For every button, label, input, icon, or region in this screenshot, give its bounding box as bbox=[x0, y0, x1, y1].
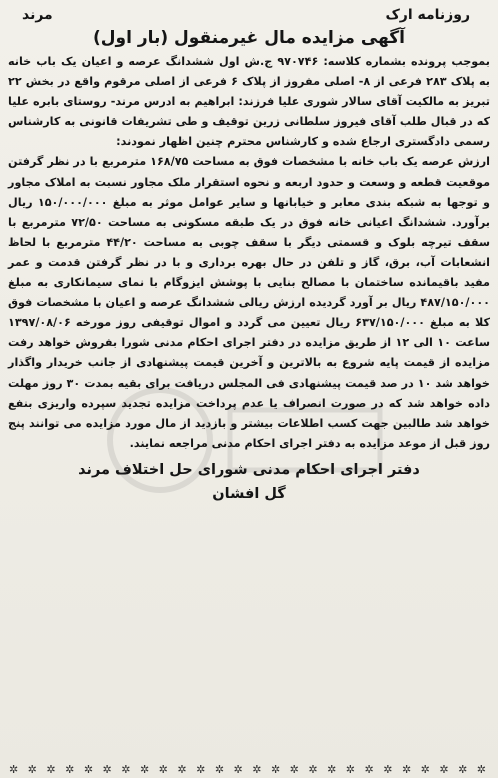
paragraph-valuation: ارزش عرصه یک باب خانه با مشخصات فوق به مساحت ۱۶۸/۷۵ مترمربع با در نظر گرفتن موقعیت قطعه و وسعت و حدود اربعه و نحوه استقرار ملک مجاور نسبت به املاک مجاور و توجها به شبکه بندی معابر و خیابانها و سایر عوامل موثر به مبلغ ۱۵۰/۰۰۰/۰۰۰ ریال برآورد. ششدانگ اعیانی خانه فوق در یک طبقه مسکونی به مساحت ۷۲/۵۰ مترمربع با سقف تیرچه بلوک و قسمتی دیگر با سقف چوبی به مساحت ۴۴/۲۰ مترمربع با لحاظ انشعابات آب، برق، گاز و تلفن در حال بهره برداری و با در نظر گرفتن قدمت و عمر مفید باقیمانده ساختمان با مصالح بنایی با پوشش ایزوگام با نمای سیمانکاری به مبلغ ۴۸۷/۱۵۰/۰۰۰ ریال بر آورد گردیده ارزش ریالی ششدانگ عرصه و اعیان با مشخصات فوق کلا به مبلغ ۶۳۷/۱۵۰/۰۰۰ ریال تعیین می گردد و اموال توقیفی روز مورخه ۱۳۹۷/۰۸/۰۶ ساعت ۱۰ الی ۱۲ از طریق مزایده در دفتر اجرای احکام مدنی شورا بفروش خواهد رفت مزایده از قیمت پایه شروع به بالاترین و آخرین قیمت پیشنهادی از جانب خریدار واگذار خواهد شد ۱۰ در صد قیمت پیشنهادی فی المجلس دریافت برای بقیه بمدت ۳۰ روز مهلت داده خواهد شد که در صورت انصراف یا عدم پرداخت مزایده تجدید سپرده واریزی بنفع خواهد شد طالبین جهت کسب اطلاعات بیشتر و بازدید از مال مورد مزایده می توانند پنج روز قبل از موعد مزایده به دفتر اجرای احکام مدنی مراجعه نمایند. bbox=[8, 155, 490, 450]
paragraph-case-details: بموجب پرونده بشماره کلاسه: ۹۷۰۷۴۶ ج.ش اول ششدانگ عرصه و اعیان یک باب خانه به پلاک ۲۸۳ فرعی از ۸- اصلی مفروز از پلاک ۶ فرعی از اصلی مرقوم واقع در بخش ۲۲ تبریز به مالکیت آقای سالار شوری علیا فرزند: ابراهیم به ادرس مرند- روستای بابره علیا که در قبال طلب آقای فیروز سلطانی زرین توقیف و طی تشریفات قانونی به کارشناس رسمی دادگستری ارجاع شده و کارشناس محترم چنین اظهار نمودند: bbox=[8, 55, 490, 149]
issuing-office bbox=[8, 458, 490, 506]
newspaper-name: روزنامه ارک bbox=[385, 7, 470, 23]
city-name: مرند bbox=[22, 7, 53, 23]
decorative-stars-border: ✲ ✲ ✲ ✲ ✲ ✲ ✲ ✲ ✲ ✲ ✲ ✲ ✲ ✲ ✲ ✲ ✲ ✲ ✲ ✲ ✲ ✲ ✲ ✲ ✲ ✲ bbox=[8, 763, 490, 776]
officer-name: گل افشان bbox=[212, 485, 286, 502]
auction-title: آگهی مزایده مال غیرمنقول (بار اول) bbox=[92, 28, 406, 48]
auction-body bbox=[8, 52, 490, 454]
office-name: دفتر اجرای احکام مدنی شورای حل اختلاف مرند bbox=[78, 461, 420, 478]
newspaper-header bbox=[8, 4, 490, 26]
